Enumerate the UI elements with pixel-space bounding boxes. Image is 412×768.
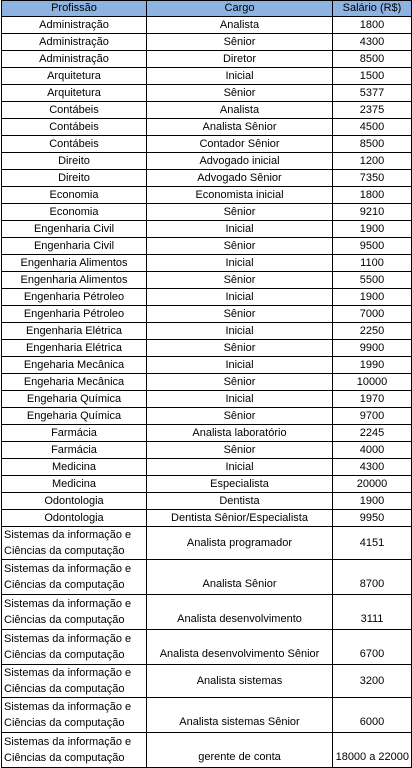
cell-salario: 3200 xyxy=(333,665,412,698)
cell-profissao: Contábeis xyxy=(2,136,147,153)
cell-profissao: Farmácia xyxy=(2,425,147,442)
cell-cargo: Inicial xyxy=(147,221,333,238)
table-row xyxy=(2,698,412,733)
table-row xyxy=(2,374,412,391)
cell-profissao: Farmácia xyxy=(2,442,147,459)
cell-profissao: Engenharia Elétrica xyxy=(2,323,147,340)
table-row xyxy=(2,408,412,425)
cell-salario: 8700 xyxy=(333,560,412,595)
cell-profissao: Sistemas da informação e Ciências da computação xyxy=(2,560,147,595)
cell-profissao: Direito xyxy=(2,153,147,170)
table-row xyxy=(2,560,412,595)
cell-salario: 1900 xyxy=(333,289,412,306)
cell-cargo: Analista desenvolvimento Sênior xyxy=(147,630,333,665)
cell-cargo: Inicial xyxy=(147,323,333,340)
cell-profissao: Economia xyxy=(2,187,147,204)
table-row xyxy=(2,170,412,187)
cell-profissao: Sistemas da informação e Ciências da computação xyxy=(2,595,147,630)
table-row xyxy=(2,442,412,459)
table-row xyxy=(2,187,412,204)
cell-cargo: Advogado Sênior xyxy=(147,170,333,187)
table-row xyxy=(2,630,412,665)
cell-cargo: Inicial xyxy=(147,68,333,85)
header-profissao: Profissão xyxy=(2,1,147,17)
cell-profissao: Sistemas da informação e Ciências da computação xyxy=(2,665,147,698)
cell-salario: 6700 xyxy=(333,630,412,665)
table-row xyxy=(2,255,412,272)
cell-cargo: Analista programador xyxy=(147,527,333,560)
cell-profissao: Medicina xyxy=(2,459,147,476)
cell-profissao: Odontologia xyxy=(2,493,147,510)
cell-salario: 9500 xyxy=(333,238,412,255)
cell-cargo: Inicial xyxy=(147,357,333,374)
cell-cargo: Analista xyxy=(147,102,333,119)
table-row xyxy=(2,340,412,357)
cell-cargo: Contador Sênior xyxy=(147,136,333,153)
cell-profissao: Arquitetura xyxy=(2,68,147,85)
cell-salario: 20000 xyxy=(333,476,412,493)
cell-salario: 3111 xyxy=(333,595,412,630)
cell-profissao: Administração xyxy=(2,17,147,34)
cell-cargo: Analista sistemas Sênior xyxy=(147,698,333,733)
cell-salario: 2250 xyxy=(333,323,412,340)
cell-salario: 5500 xyxy=(333,272,412,289)
cell-profissao: Engenharia Pétroleo xyxy=(2,289,147,306)
cell-salario: 8500 xyxy=(333,136,412,153)
cell-cargo: Sênior xyxy=(147,442,333,459)
table-row xyxy=(2,272,412,289)
cell-profissao: Engeharia Mecânica xyxy=(2,374,147,391)
cell-cargo: Economista inicial xyxy=(147,187,333,204)
cell-cargo: Analista Sênior xyxy=(147,119,333,136)
cell-salario: 8500 xyxy=(333,51,412,68)
cell-profissao: Sistemas da informação e Ciências da computação xyxy=(2,527,147,560)
cell-salario: 4300 xyxy=(333,459,412,476)
table-row xyxy=(2,357,412,374)
cell-salario: 1900 xyxy=(333,493,412,510)
cell-salario: 1990 xyxy=(333,357,412,374)
table-row xyxy=(2,733,412,768)
cell-salario: 4151 xyxy=(333,527,412,560)
cell-profissao: Engenharia Civil xyxy=(2,238,147,255)
cell-cargo: Sênior xyxy=(147,204,333,221)
cell-cargo: Dentista Sênior/Especialista xyxy=(147,510,333,527)
cell-profissao: Engenharia Alimentos xyxy=(2,255,147,272)
cell-cargo: Sênior xyxy=(147,306,333,323)
table-row xyxy=(2,102,412,119)
cell-profissao: Engenharia Elétrica xyxy=(2,340,147,357)
table-row xyxy=(2,510,412,527)
table-row xyxy=(2,459,412,476)
cell-cargo: Sênior xyxy=(147,408,333,425)
header-cargo: Cargo xyxy=(147,1,333,17)
cell-cargo: Analista desenvolvimento xyxy=(147,595,333,630)
cell-cargo: Analista laboratório xyxy=(147,425,333,442)
table-row xyxy=(2,527,412,560)
cell-salario: 18000 a 22000 xyxy=(333,733,412,768)
cell-cargo: Inicial xyxy=(147,255,333,272)
cell-salario: 5377 xyxy=(333,85,412,102)
table-row xyxy=(2,476,412,493)
table-row xyxy=(2,425,412,442)
cell-salario: 1800 xyxy=(333,187,412,204)
cell-profissao: Engenharia Pétroleo xyxy=(2,306,147,323)
cell-profissao: Administração xyxy=(2,51,147,68)
cell-profissao: Engeharia Mecânica xyxy=(2,357,147,374)
cell-cargo: Especialista xyxy=(147,476,333,493)
cell-salario: 9900 xyxy=(333,340,412,357)
cell-salario: 4500 xyxy=(333,119,412,136)
cell-salario: 9210 xyxy=(333,204,412,221)
table-body xyxy=(2,17,412,768)
table-row xyxy=(2,119,412,136)
cell-profissao: Direito xyxy=(2,170,147,187)
table-row xyxy=(2,493,412,510)
table-row xyxy=(2,204,412,221)
cell-profissao: Engenharia Civil xyxy=(2,221,147,238)
cell-profissao: Economia xyxy=(2,204,147,221)
cell-profissao: Sistemas da informação e Ciências da computação xyxy=(2,630,147,665)
cell-salario: 9700 xyxy=(333,408,412,425)
cell-salario: 1800 xyxy=(333,17,412,34)
cell-profissao: Sistemas da informação e Ciências da computação xyxy=(2,698,147,733)
cell-cargo: Sênior xyxy=(147,340,333,357)
cell-salario: 1100 xyxy=(333,255,412,272)
table-row xyxy=(2,238,412,255)
table-row xyxy=(2,289,412,306)
cell-cargo: Analista sistemas xyxy=(147,665,333,698)
cell-profissao: Administração xyxy=(2,34,147,51)
cell-salario: 2375 xyxy=(333,102,412,119)
header-row xyxy=(2,1,412,17)
cell-salario: 1900 xyxy=(333,221,412,238)
table-row xyxy=(2,323,412,340)
cell-profissao: Sistemas da informação e Ciências da computação xyxy=(2,733,147,768)
table-row xyxy=(2,391,412,408)
table-row xyxy=(2,68,412,85)
cell-cargo: Sênior xyxy=(147,238,333,255)
cell-profissao: Contábeis xyxy=(2,119,147,136)
cell-profissao: Odontologia xyxy=(2,510,147,527)
table-row xyxy=(2,306,412,323)
cell-profissao: Engeharia Química xyxy=(2,391,147,408)
cell-salario: 4000 xyxy=(333,442,412,459)
cell-salario: 1970 xyxy=(333,391,412,408)
table-row xyxy=(2,136,412,153)
cell-cargo: Sênior xyxy=(147,85,333,102)
cell-salario: 4300 xyxy=(333,34,412,51)
table-row xyxy=(2,51,412,68)
table-row xyxy=(2,665,412,698)
cell-cargo: Advogado inicial xyxy=(147,153,333,170)
table-row xyxy=(2,221,412,238)
table-row xyxy=(2,34,412,51)
cell-profissao: Contábeis xyxy=(2,102,147,119)
header-salario: Salário (R$) xyxy=(333,1,412,17)
cell-profissao: Engenharia Alimentos xyxy=(2,272,147,289)
cell-salario: 1200 xyxy=(333,153,412,170)
salary-table xyxy=(1,0,412,768)
cell-profissao: Engeharia Química xyxy=(2,408,147,425)
cell-profissao: Medicina xyxy=(2,476,147,493)
table-row xyxy=(2,595,412,630)
cell-cargo: gerente de conta xyxy=(147,733,333,768)
cell-salario: 7350 xyxy=(333,170,412,187)
cell-cargo: Sênior xyxy=(147,272,333,289)
cell-salario: 2245 xyxy=(333,425,412,442)
cell-salario: 1500 xyxy=(333,68,412,85)
cell-profissao: Arquitetura xyxy=(2,85,147,102)
cell-salario: 9950 xyxy=(333,510,412,527)
table-row xyxy=(2,153,412,170)
table-row xyxy=(2,17,412,34)
table-row xyxy=(2,85,412,102)
cell-cargo: Inicial xyxy=(147,459,333,476)
cell-salario: 10000 xyxy=(333,374,412,391)
cell-cargo: Inicial xyxy=(147,289,333,306)
cell-cargo: Analista Sênior xyxy=(147,560,333,595)
cell-salario: 6000 xyxy=(333,698,412,733)
cell-cargo: Inicial xyxy=(147,391,333,408)
cell-cargo: Sênior xyxy=(147,374,333,391)
cell-cargo: Dentista xyxy=(147,493,333,510)
cell-cargo: Analista xyxy=(147,17,333,34)
cell-cargo: Sênior xyxy=(147,34,333,51)
cell-cargo: Diretor xyxy=(147,51,333,68)
cell-salario: 7000 xyxy=(333,306,412,323)
